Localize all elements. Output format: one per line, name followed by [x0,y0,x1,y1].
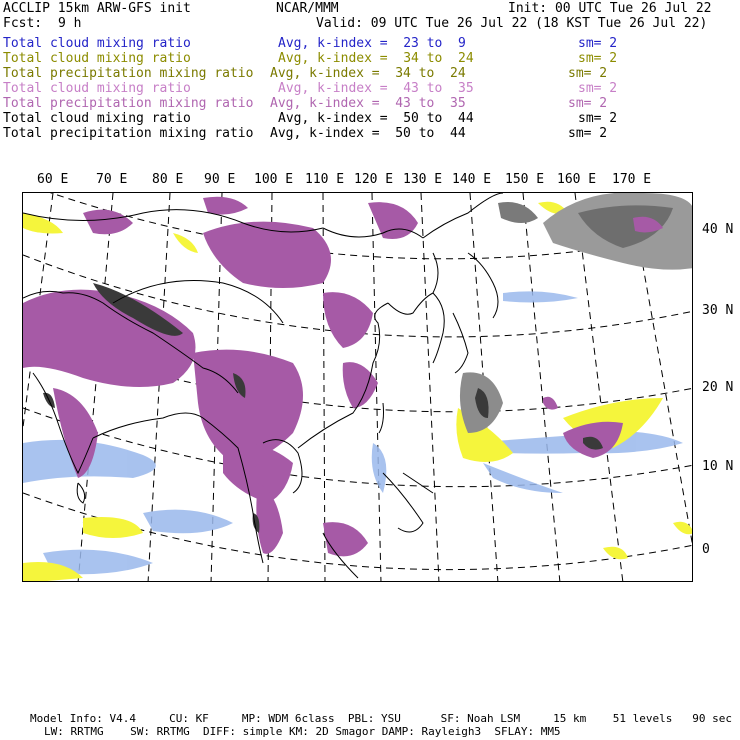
fcst-value: 9 h [58,16,82,31]
model-info-line2: LW: RRTMG SW: RRTMG DIFF: simple KM: 2D Smagor DAMP: Rayleigh3 SFLAY: MM5 [44,725,561,738]
lon-label-110e: 110 E [305,172,345,187]
legend-avg-2: Avg, k-index = 34 to 24 [278,51,474,66]
legend-field-2: Total cloud mixing ratio [3,51,191,66]
map-panel [22,192,693,582]
lon-label-170e: 170 E [612,172,652,187]
lon-label-60e: 60 E [37,172,69,187]
lon-label-120e: 120 E [354,172,394,187]
model-info-line1: Model Info: V4.4 CU: KF MP: WDM 6class PBL: YSU SF: Noah LSM 15 km 51 levels 90 sec [30,712,732,725]
legend-avg-1: Avg, k-index = 23 to 9 [278,36,466,51]
legend-avg-6: Avg, k-index = 50 to 44 [278,111,474,126]
legend-field-4: Total cloud mixing ratio [3,81,191,96]
lon-label-90e: 90 E [204,172,236,187]
lat-label-0: 0 [702,542,710,557]
legend-sm-7: sm= 2 [568,126,608,141]
lon-label-100e: 100 E [254,172,294,187]
lon-label-140e: 140 E [452,172,492,187]
lon-label-130e: 130 E [403,172,443,187]
lat-label-40n: 40 N [702,222,734,237]
legend-sm-6: sm= 2 [578,111,618,126]
legend-sm-2: sm= 2 [578,51,618,66]
legend-field-3: Total precipitation mixing ratio [3,66,254,81]
legend-sm-4: sm= 2 [578,81,618,96]
lon-label-150e: 150 E [505,172,545,187]
legend-sm-3: sm= 2 [568,66,608,81]
legend-sm-5: sm= 2 [568,96,608,111]
legend-field-6: Total cloud mixing ratio [3,111,191,126]
legend-field-5: Total precipitation mixing ratio [3,96,254,111]
legend-field-7: Total precipitation mixing ratio [3,126,254,141]
legend-avg-5: Avg, k-index = 43 to 35 [270,96,466,111]
init-time: Init: 00 UTC Tue 26 Jul 22 [508,1,712,16]
legend-field-1: Total cloud mixing ratio [3,36,191,51]
valid-time: Valid: 09 UTC Tue 26 Jul 22 (18 KST Tue 26 Jul 22) [316,16,708,31]
center-name: NCAR/MMM [276,1,339,16]
model-title: ACCLIP 15km ARW-GFS init [3,1,191,16]
fcst-label: Fcst: [3,16,43,31]
lon-label-70e: 70 E [96,172,128,187]
legend-avg-3: Avg, k-index = 34 to 24 [270,66,466,81]
legend-sm-1: sm= 2 [578,36,618,51]
legend-avg-4: Avg, k-index = 43 to 35 [278,81,474,96]
lon-label-80e: 80 E [152,172,184,187]
purple-precip-field [23,197,663,557]
lat-label-10n: 10 N [702,459,734,474]
legend-avg-7: Avg, k-index = 50 to 44 [270,126,466,141]
map-canvas [23,193,693,582]
lat-label-20n: 20 N [702,380,734,395]
lat-label-30n: 30 N [702,303,734,318]
lon-label-160e: 160 E [557,172,597,187]
